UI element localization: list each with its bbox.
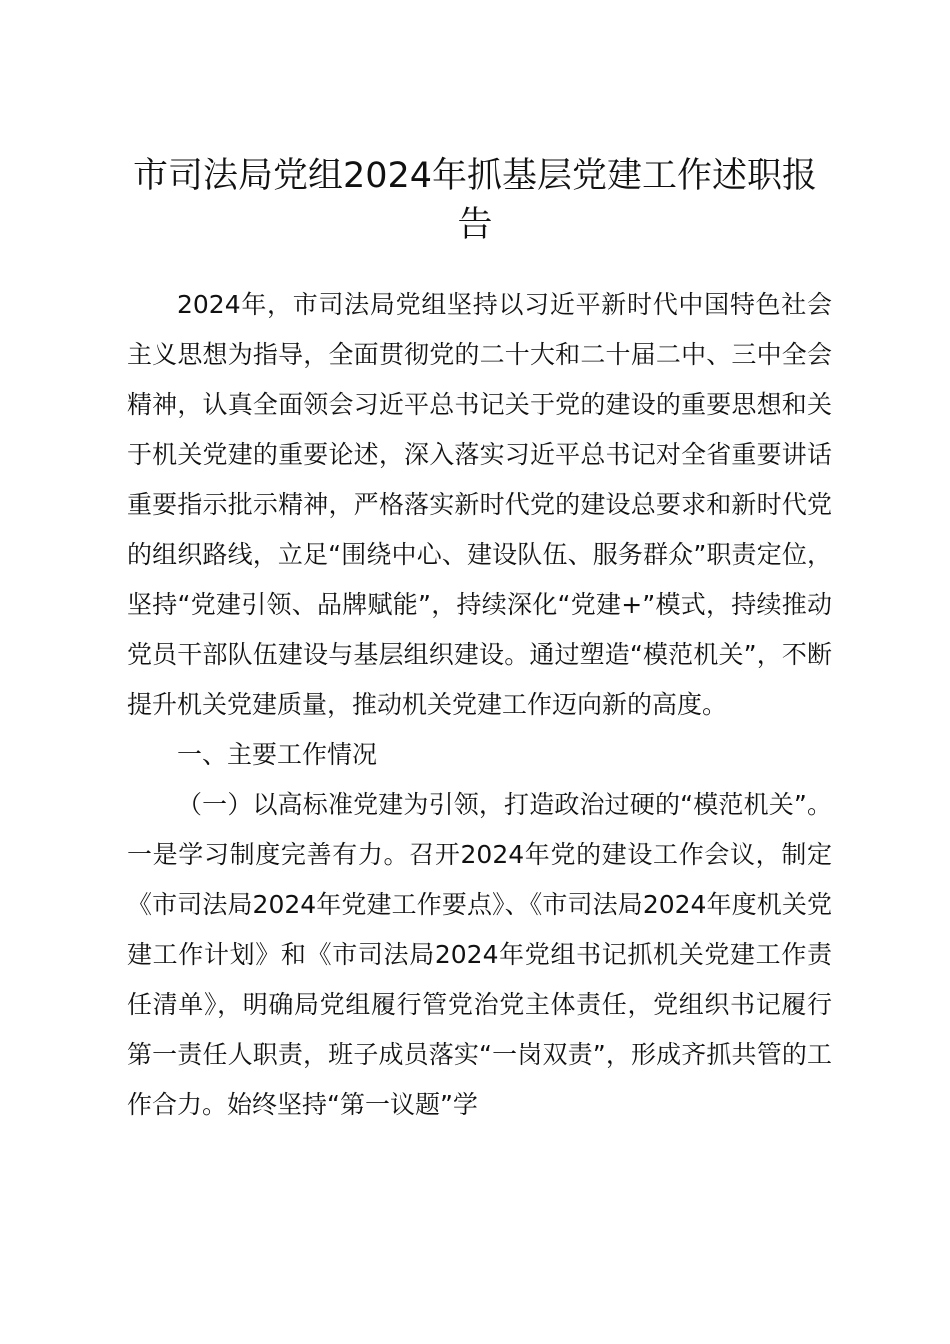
section-heading: 一、主要工作情况 <box>177 740 378 769</box>
section-paragraph: （一）以高标准党建为引领，打造政治过硬的“模范机关”。一是学习制度完善有力。召开2024年党的建设工作会议，制定《市司法局2024年党建工作要点》、《市司法局2024年度机关党建工作计划》和《市司法局2024年党组书记抓机关党建工作责任清单》，明确局党组履行管党治党主体责任，党组织书记履行第一责任人职责，班子成员落实“一岗双责”，形成齐抓共管的工作合力。始终坚持“第一议题”学 <box>127 790 832 1119</box>
document-body <box>127 280 832 1130</box>
intro-paragraph: 2024年，市司法局党组坚持以习近平新时代中国特色社会主义思想为指导，全面贯彻党的二十大和二十届二中、三中全会精神，认真全面领会习近平总书记关于党的建设的重要思想和关于机关党建的重要论述，深入落实习近平总书记对全省重要讲话重要指示批示精神，严格落实新时代党的建设总要求和新时代党的组织路线，立足“围绕中心、建设队伍、服务群众”职责定位，坚持“党建引领、品牌赋能”，持续深化“党建+”模式，持续推动党员干部队伍建设与基层组织建设。通过塑造“模范机关”，不断提升机关党建质量，推动机关党建工作迈向新的高度。 <box>127 290 832 719</box>
document-title: 市司法局党组2024年抓基层党建工作述职报告 <box>132 156 818 245</box>
